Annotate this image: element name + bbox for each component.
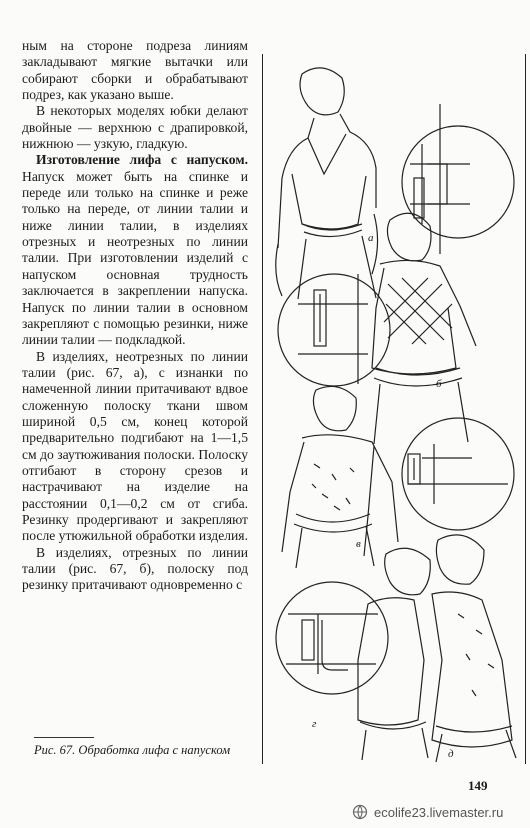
paragraph-5: В изделиях, отрезных по линии талии (рис. 67, б), полоску под резинку притачивают одновременно с	[22, 544, 248, 593]
figure-caption: Рис. 67. Обработка лифа с напуском	[34, 743, 231, 757]
figure-letter-a: а	[368, 232, 374, 244]
figure-67-illustrations	[262, 54, 524, 764]
detail-circle-a	[402, 104, 514, 254]
globe-icon	[352, 804, 368, 820]
figure-letter-c: в	[356, 538, 361, 550]
detail-circle-d	[276, 582, 388, 694]
figure-a-woman-drawing	[276, 68, 378, 299]
figure-c-woman-drawing	[282, 386, 398, 568]
figure-d-e-women-drawing	[358, 535, 516, 762]
paragraph-3-text: Напуск может быть на спинке и переде или только на спинке и реже только на переде, от линии талии и ниже линии талии, в изделиях отрезных и неотрезных по линии талии. При изготовлении изделий с напуском основная трудность заключается в закреплении напуска. Напуск по линии талии в основном закрепляют с помощью резинки, ниже линии талии — подкладкой.	[22, 168, 248, 348]
paragraph-2: В некоторых моделях юбки делают двойные — верхнюю с драпировкой, нижнюю — узкую, гладкую.	[22, 103, 248, 152]
figure-letter-d: г	[312, 718, 317, 730]
detail-circle-b	[278, 274, 390, 386]
figure-letter-b: б	[436, 378, 442, 390]
page-number: 149	[468, 778, 488, 793]
paragraph-3	[22, 152, 248, 348]
section-heading: Изготовление лифа с напуском.	[36, 152, 248, 168]
detail-circle-c	[402, 418, 514, 530]
body-text	[22, 38, 248, 594]
paragraph-4: В изделиях, неотрезных по линии талии (рис. 67, а), с изнанки по намеченной линии притачивают вдвое сложенную полоску ткани швом шириной 0,5 см, конец которой предварительно подгибают на 1—1,5 см до заутюживания полоски. Полоску отгибают в сторону срезов и настрачивают на изделие на расстоянии 0,1—0,2 см от сгиба. Резинку продергивают и закрепляют после утюжильной обработки изделия.	[22, 348, 248, 544]
figure-letter-e: д	[448, 748, 454, 760]
paragraph-1: ным на стороне подреза линиям закладывают мягкие вытачки или собирают сборки и обрабатывают подрез, как указано выше.	[22, 38, 248, 103]
figure-b-woman-drawing	[372, 213, 476, 444]
watermark-text: ecolife23.livemaster.ru	[374, 804, 504, 820]
caption-rule	[34, 737, 94, 738]
watermark	[352, 804, 503, 820]
